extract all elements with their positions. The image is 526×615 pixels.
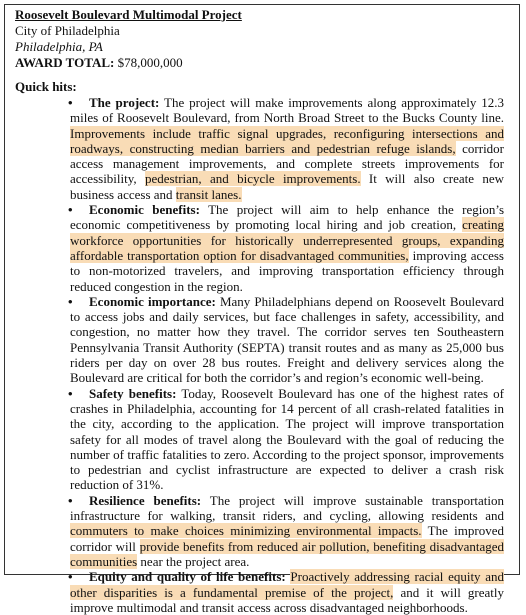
item-text: The project will make improvements along approximately 12.3 miles of Roosevelt Boulevard, from North Broad Street to the Bucks County line. <box>70 95 504 126</box>
item-label: Resilience benefits: <box>89 492 202 508</box>
item-text: and it will greatly improve multimodal and transit access across disadvantaged neighborhoods. <box>70 584 504 615</box>
item-text: near the project area. <box>140 553 250 569</box>
highlighted-text: creating workforce opportunities for historically underrepresented groups, expanding affordable transportation option for disadvantaged communities, <box>70 217 504 263</box>
city-name: City of Philadelphia <box>15 23 120 38</box>
item-label: The project: <box>89 95 160 110</box>
quick-hits-list <box>70 95 504 615</box>
item-label: Equity and quality of life benefits: <box>89 569 286 585</box>
item-label: Economic benefits: <box>89 202 200 218</box>
project-header <box>15 7 242 71</box>
bullet-icon: • <box>68 385 73 401</box>
bullet-icon: • <box>68 569 73 585</box>
project-location: Philadelphia, PA <box>15 39 103 54</box>
item-text: The project will improve sustainable transportation infrastructure for walking, transit riders, and cycling, allowing residents and <box>70 492 505 524</box>
item-label: Economic importance: <box>89 293 216 309</box>
item-text: It will also create new business access and <box>70 171 504 202</box>
bullet-icon: • <box>68 492 73 508</box>
list-item-economic-importance <box>70 294 504 386</box>
item-label: Safety benefits: <box>89 385 177 401</box>
item-text: Many Philadelphians depend on Roosevelt Boulevard to access jobs and daily services, but face challenges in safety, accessibility, and congestion, no matter how they travel. The corridor serves ten Southeastern Pennsylvania Transit Authority (SEPTA) transit routes and as many as 25,000 bus riders per day on over 28 bus routes. Freight and delivery services along the Boulevard are critical for both the corridor’s and region’s economic well-being. <box>70 293 505 386</box>
award-total <box>15 55 242 71</box>
bullet-icon: • <box>68 95 73 110</box>
section-title: Quick hits: <box>15 79 77 94</box>
award-total-value: $78,000,000 <box>117 55 183 70</box>
award-total-label: AWARD TOTAL: <box>15 55 115 70</box>
item-text: improving access to non-motorized travelers, and improving transportation efficiency through reduced congestion in the region. <box>70 247 504 294</box>
highlighted-text: Proactively addressing racial equity and other disparities is a fundamental premise of the project, <box>70 569 505 600</box>
highlighted-text: transit lanes. <box>175 186 242 202</box>
item-text: The improved corridor will <box>70 523 504 554</box>
item-text: Today, Roosevelt Boulevard has one of the highest rates of crashes in Philadelphia, accounting for 14 percent of all crash-related fatalities in the city, according to the application. The project will improve transportation safety for all modes of travel along the Boulevard with the goal of reducing the number of traffic fatalities to zero. According to the project sponsor, improvements to pedestrian and cyclist infrastructure are expected to deliver a crash risk reduction of 31%. <box>70 385 504 493</box>
bullet-icon: • <box>68 293 73 309</box>
item-text: The project will aim to help enhance the region’s economic competitiveness by promoting local hiring and job creation, <box>70 202 505 233</box>
list-item-project <box>70 95 504 202</box>
list-item-safety-benefits <box>70 386 504 493</box>
highlighted-text: provide benefits from reduced air pollution, benefiting disadvantaged communities <box>70 538 505 569</box>
highlighted-text: Improvements include traffic signal upgrades, reconfiguring intersections and roadways, constructing median barriers and pedestrian refuge islands, <box>70 125 504 156</box>
list-item-resilience-benefits <box>70 493 504 569</box>
item-text: corridor access management improvements, and complete streets improvements for accessibility, <box>70 140 505 187</box>
list-item-equity-benefits <box>70 569 504 615</box>
highlighted-text: pedestrian, and bicycle improvements. <box>145 171 361 187</box>
list-item-economic-benefits <box>70 202 504 294</box>
project-title: Roosevelt Boulevard Multimodal Project <box>15 7 242 22</box>
highlighted-text: commuters to make choices minimizing environmental impacts. <box>70 523 422 539</box>
bullet-icon: • <box>68 202 73 218</box>
